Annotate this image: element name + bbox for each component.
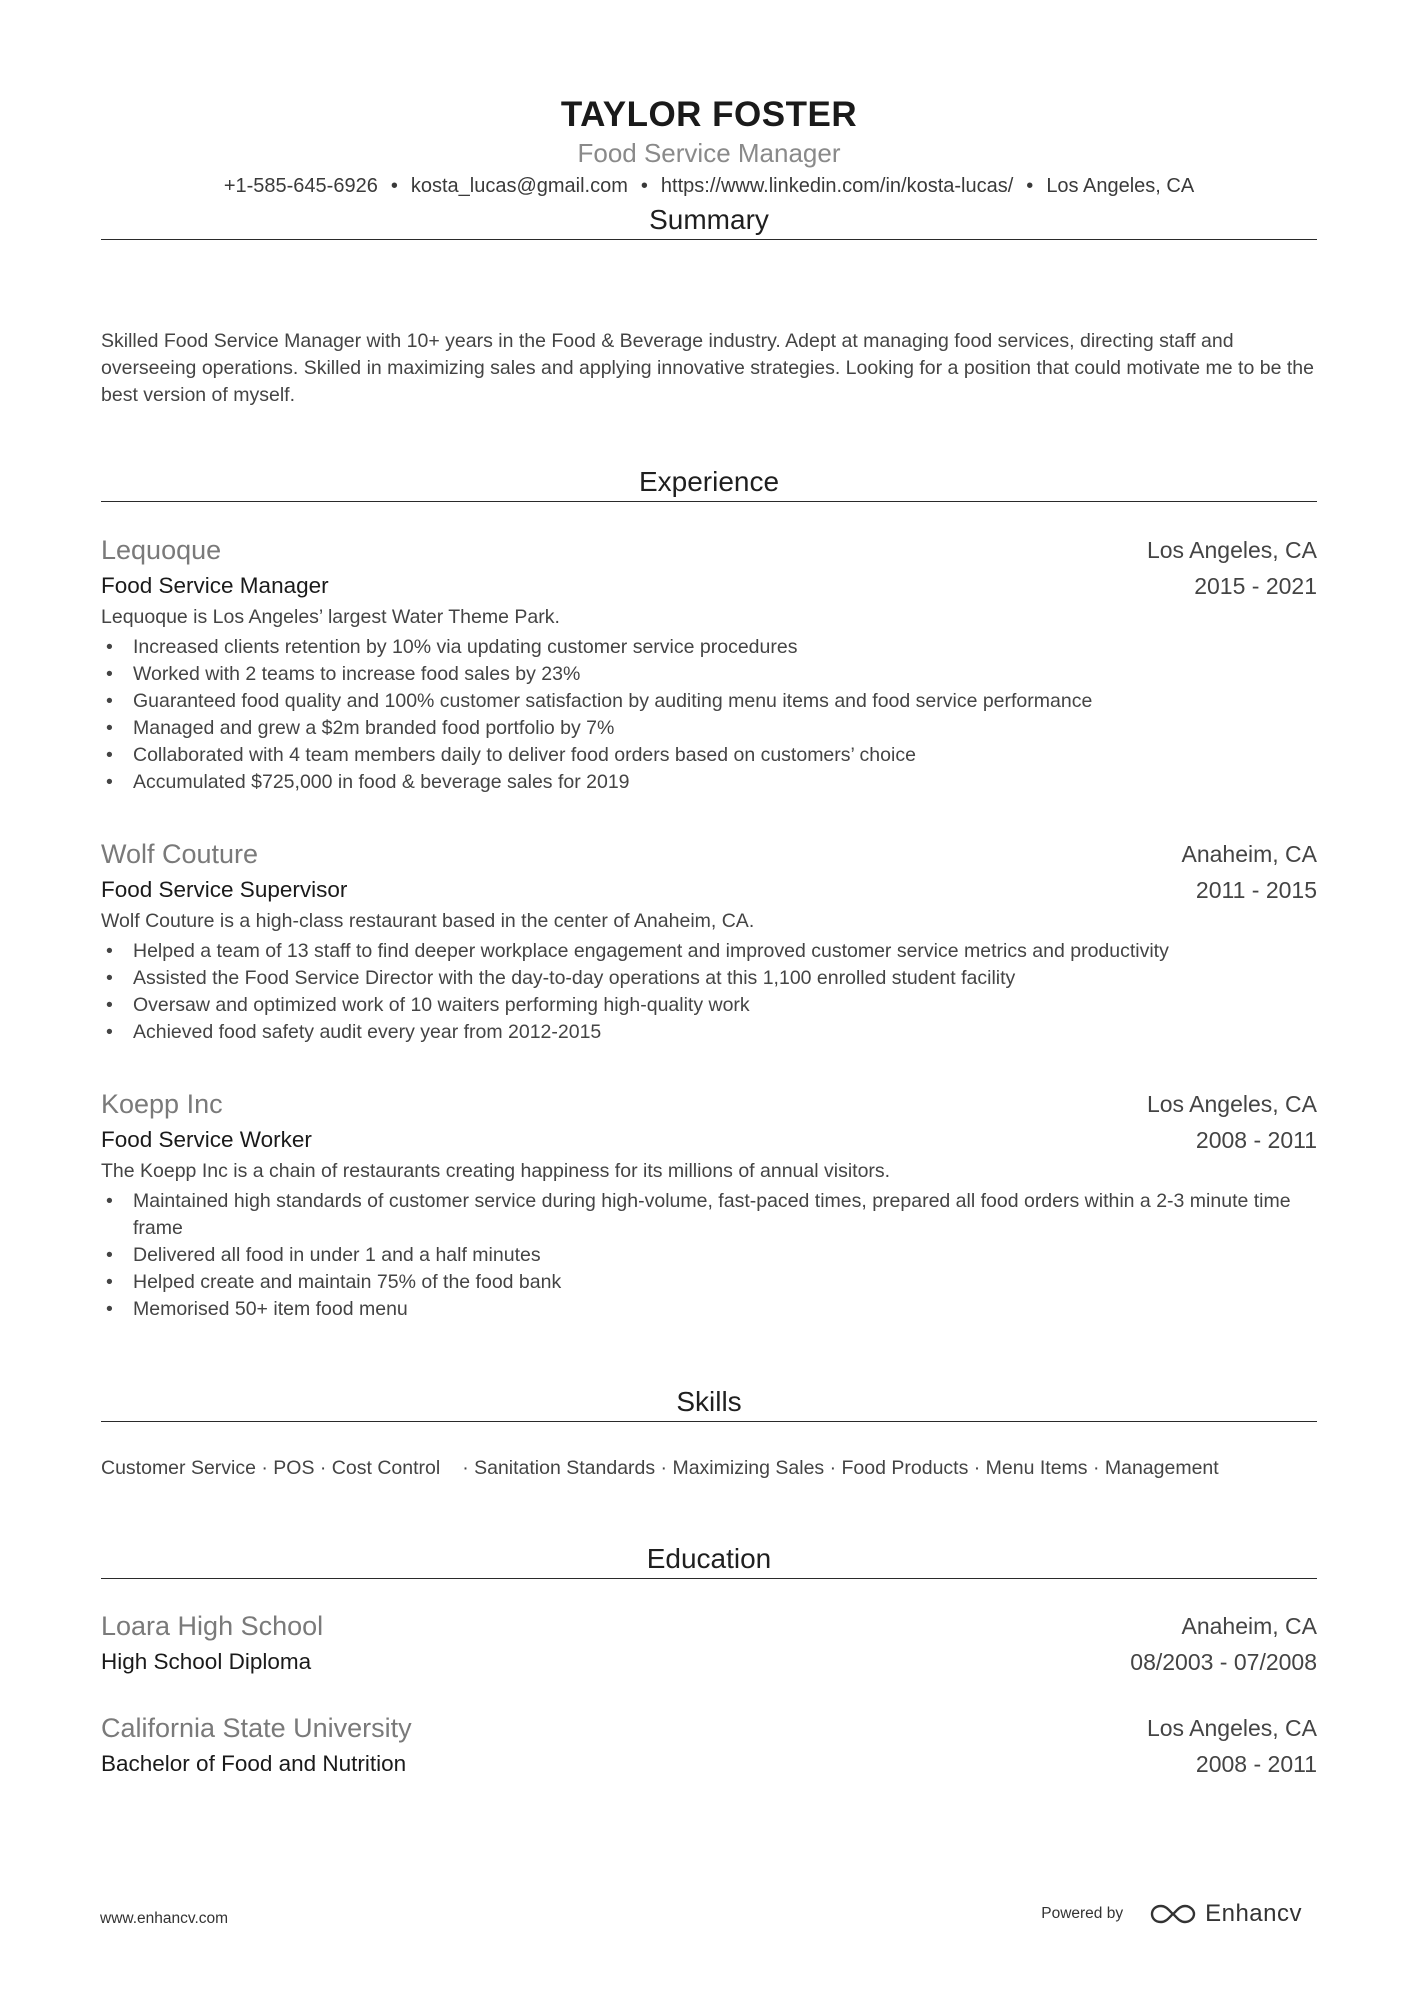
school-location: Los Angeles, CA bbox=[1146, 1715, 1317, 1741]
job-location: Los Angeles, CA bbox=[1146, 537, 1317, 563]
education-dates: 2008 - 2011 bbox=[1195, 1751, 1317, 1777]
footer-website-link[interactable]: www.enhancv.com bbox=[100, 1910, 229, 1927]
job-dates: 2008 - 2011 bbox=[1195, 1127, 1317, 1153]
section-title-education: Education bbox=[646, 1543, 772, 1574]
job-location: Los Angeles, CA bbox=[1146, 1091, 1317, 1117]
job-role: Food Service Manager bbox=[101, 573, 329, 598]
job-dates: 2011 - 2015 bbox=[1195, 877, 1317, 903]
experience-entry bbox=[101, 532, 1317, 796]
company-description: Wolf Couture is a high-class restaurant based in the center of Anaheim, CA. bbox=[101, 910, 755, 932]
company-description: The Koepp Inc is a chain of restaurants creating happiness for its millions of annual visitors. bbox=[101, 1160, 891, 1182]
list-item: • Delivered all food in under 1 and a half minutes bbox=[101, 1242, 1317, 1269]
school-location: Anaheim, CA bbox=[1181, 1613, 1317, 1639]
job-dates: 2015 - 2021 bbox=[1194, 573, 1317, 599]
section-title-skills: Skills bbox=[676, 1386, 742, 1417]
achievement-list bbox=[101, 938, 1317, 1046]
section-divider bbox=[101, 1421, 1317, 1422]
list-item: • Helped create and maintain 75% of the food bank bbox=[101, 1269, 1317, 1296]
footer-branding bbox=[1041, 1900, 1302, 1928]
location: Los Angeles, CA bbox=[1046, 175, 1195, 197]
separator-dot: • bbox=[390, 175, 398, 197]
list-item: • Accumulated $725,000 in food & beverage sales for 2019 bbox=[101, 769, 1317, 796]
degree: Bachelor of Food and Nutrition bbox=[101, 1751, 407, 1776]
education-dates: 08/2003 - 07/2008 bbox=[1130, 1649, 1317, 1675]
company-name: Koepp Inc bbox=[101, 1089, 223, 1119]
section-divider bbox=[101, 1578, 1317, 1579]
enhancv-logo-icon bbox=[1149, 1902, 1197, 1926]
education-entry bbox=[101, 1608, 1317, 1680]
section-divider bbox=[101, 239, 1317, 240]
linkedin-link[interactable]: https://www.linkedin.com/in/kosta-lucas/ bbox=[660, 175, 1014, 197]
section-divider bbox=[101, 501, 1317, 502]
section-title-summary: Summary bbox=[649, 204, 769, 235]
list-item: • Managed and grew a $2m branded food portfolio by 7% bbox=[101, 715, 1317, 742]
achievement-list bbox=[101, 634, 1317, 796]
experience-entry bbox=[101, 1086, 1317, 1323]
school-name: California State University bbox=[101, 1713, 412, 1743]
skills-group: · Sanitation Standards · Maximizing Sales · Food Products · Menu Items · Management bbox=[462, 1457, 1219, 1479]
experience-entry bbox=[101, 836, 1317, 1046]
list-item: • Worked with 2 teams to increase food sales by 23% bbox=[101, 661, 1317, 688]
list-item: • Guaranteed food quality and 100% customer satisfaction by auditing menu items and food service performance bbox=[101, 688, 1317, 715]
achievement-list bbox=[101, 1188, 1317, 1323]
list-item: • Memorised 50+ item food menu bbox=[101, 1296, 1317, 1323]
powered-by-label: Powered by bbox=[1041, 1905, 1124, 1922]
company-name: Wolf Couture bbox=[101, 839, 259, 869]
list-item: • Achieved food safety audit every year from 2012-2015 bbox=[101, 1019, 1317, 1046]
skills-group: Customer Service · POS · Cost Control bbox=[101, 1457, 441, 1479]
candidate-title: Food Service Manager bbox=[577, 138, 841, 168]
education-entry bbox=[101, 1710, 1317, 1782]
degree: High School Diploma bbox=[101, 1649, 312, 1674]
job-location: Anaheim, CA bbox=[1181, 841, 1317, 867]
brand-name[interactable]: Enhancv bbox=[1205, 1900, 1302, 1927]
phone[interactable]: +1-585-645-6926 bbox=[223, 175, 378, 197]
job-role: Food Service Worker bbox=[101, 1127, 312, 1152]
list-item: • Increased clients retention by 10% via updating customer service procedures bbox=[101, 634, 1317, 661]
summary-text: Skilled Food Service Manager with 10+ years in the Food & Beverage industry. Adept at managing food services, directing staff and overseeing operations. Skilled in maximizing sales and applying innovative strategies. Looking for a position that could motivate me to be the best version of myself. bbox=[101, 330, 1314, 406]
section-title-experience: Experience bbox=[638, 466, 780, 497]
separator-dot: • bbox=[1026, 175, 1034, 197]
company-description: Lequoque is Los Angeles’ largest Water Theme Park. bbox=[101, 606, 560, 628]
list-item: • Helped a team of 13 staff to find deeper workplace engagement and improved customer service metrics and productivity bbox=[101, 938, 1317, 965]
list-item: • Collaborated with 4 team members daily to deliver food orders based on customers’ choice bbox=[101, 742, 1317, 769]
resume-header bbox=[101, 92, 1317, 200]
job-role: Food Service Supervisor bbox=[101, 877, 348, 902]
school-name: Loara High School bbox=[101, 1611, 324, 1641]
list-item: • Maintained high standards of customer service during high-volume, fast-paced times, prepared all food orders within a 2-3 minute time frame bbox=[101, 1188, 1317, 1242]
skills-list bbox=[101, 1455, 1317, 1482]
company-name: Lequoque bbox=[101, 535, 222, 565]
list-item: • Oversaw and optimized work of 10 waiters performing high-quality work bbox=[101, 992, 1317, 1019]
email-link[interactable]: kosta_lucas@gmail.com bbox=[410, 175, 628, 197]
list-item: • Assisted the Food Service Director with the day-to-day operations at this 1,100 enrolled student facility bbox=[101, 965, 1317, 992]
contact-line bbox=[101, 172, 1317, 200]
separator-dot: • bbox=[640, 175, 648, 197]
candidate-name: TAYLOR FOSTER bbox=[560, 95, 858, 134]
